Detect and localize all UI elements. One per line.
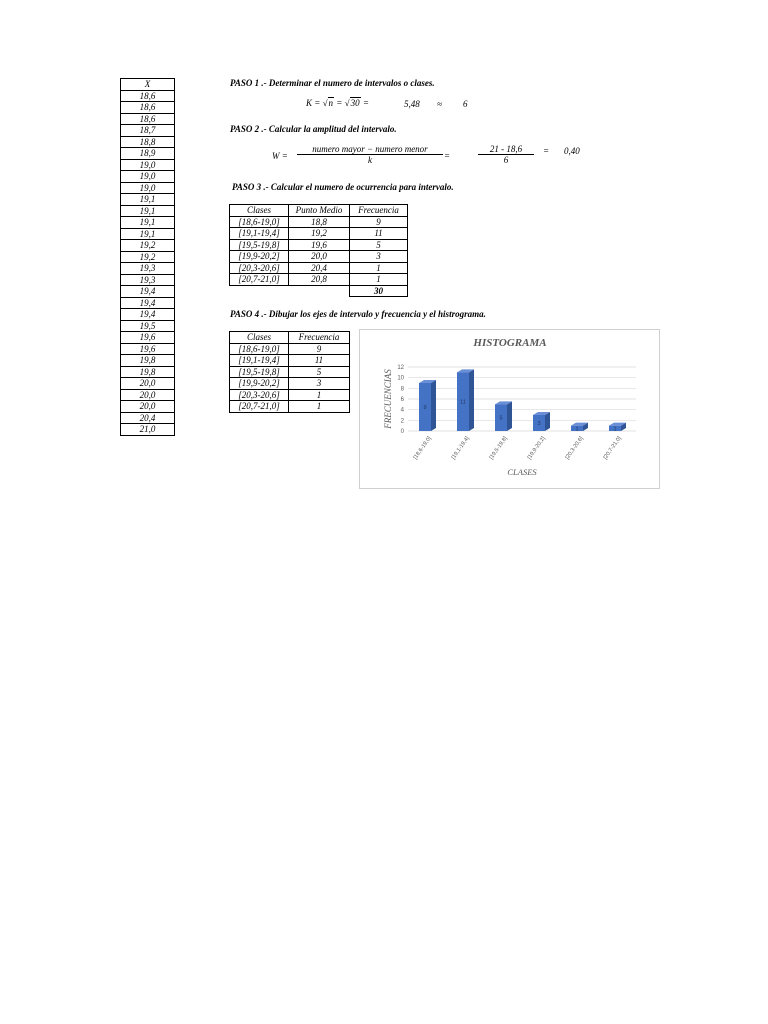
- k-result: 5,48: [404, 99, 420, 109]
- paso3-title: PASO 3 .- Calcular el numero de ocurrencia para intervalo.: [232, 182, 454, 192]
- w-fraction: [297, 144, 443, 165]
- total-cell: 30: [350, 285, 408, 297]
- n-var: n: [328, 98, 334, 108]
- w-label: W =: [272, 151, 288, 161]
- chart-title: HISTOGRAMA: [473, 337, 547, 349]
- w-denominator: k: [368, 155, 372, 165]
- k-label: K =: [306, 98, 321, 108]
- table-cell: 19,2: [289, 228, 350, 240]
- eq-sign: =: [336, 98, 343, 108]
- table-cell: 3: [350, 251, 408, 263]
- x-value-cell: 20,0: [121, 378, 175, 390]
- table-row: [230, 378, 350, 390]
- x-value-cell: 19,1: [121, 217, 175, 229]
- table-row: [230, 274, 408, 286]
- y-tick-label: 0: [400, 429, 404, 435]
- w-result: 0,40: [564, 146, 580, 156]
- class-frequency-table: [229, 331, 350, 413]
- x-value-cell: 19,8: [121, 355, 175, 367]
- table-cell: 1: [350, 262, 408, 274]
- x-value-cell: 19,4: [121, 297, 175, 309]
- paso1-formula: [306, 98, 369, 108]
- bar-data-label: 3: [537, 421, 541, 427]
- frequency-table: [229, 204, 408, 297]
- paso4-title: PASO 4 .- Dibujar los ejes de intervalo y frecuencia y el histrograma.: [230, 309, 486, 319]
- x-value-cell: 19,5: [121, 320, 175, 332]
- eq-sign: =: [362, 98, 369, 108]
- histogram-svg: [360, 330, 659, 488]
- x-value-cell: 19,8: [121, 366, 175, 378]
- x-value-cell: 18,6: [121, 113, 175, 125]
- table-row: [230, 251, 408, 263]
- table-row: [230, 343, 350, 355]
- table-cell: 19,6: [289, 239, 350, 251]
- table-row: [230, 228, 408, 240]
- table-cell: 11: [350, 228, 408, 240]
- x-value-cell: 19,0: [121, 171, 175, 183]
- x-value-cell: 21,0: [121, 424, 175, 436]
- bar-side: [431, 380, 436, 431]
- table-row: [230, 366, 350, 378]
- y-tick-label: 8: [400, 386, 404, 393]
- table-cell: 11: [289, 355, 350, 367]
- table-cell: 9: [289, 343, 350, 355]
- x-axis-label: CLASES: [507, 467, 537, 477]
- bar-data-label: 11: [460, 399, 466, 406]
- paso2-title: PASO 2 .- Calcular la amplitud del intervalo.: [230, 124, 397, 134]
- bar-data-label: 5: [499, 415, 503, 422]
- x-tick-label: [18,6-19,0]: [412, 435, 433, 461]
- table-cell: 3: [289, 378, 350, 390]
- w-values-denominator: 6: [503, 155, 509, 165]
- table-cell: [18,6-19,0]: [230, 343, 289, 355]
- eq-sign: =: [543, 146, 550, 156]
- table-cell: [20,7-21,0]: [230, 401, 289, 413]
- x-column-header: X: [121, 79, 175, 91]
- table-cell: [19,1-19,4]: [230, 355, 289, 367]
- x-value-cell: 19,1: [121, 205, 175, 217]
- table-cell: 5: [289, 366, 350, 378]
- table-cell: [19,9-20,2]: [230, 378, 289, 390]
- w-values-numerator: 21 - 18,6: [478, 144, 534, 155]
- x-value-cell: 19,1: [121, 194, 175, 206]
- approx-sign: ≈: [437, 99, 442, 109]
- table-row: [230, 216, 408, 228]
- empty-cell: [230, 285, 289, 297]
- x-value-cell: 18,6: [121, 90, 175, 102]
- empty-cell: [289, 285, 350, 297]
- table-cell: 20,0: [289, 251, 350, 263]
- x-value-cell: 18,9: [121, 148, 175, 160]
- x-value-cell: 19,6: [121, 332, 175, 344]
- table-cell: 1: [289, 401, 350, 413]
- thirty-value: 30: [350, 98, 360, 108]
- y-tick-label: 6: [400, 397, 404, 403]
- x-value-cell: 18,7: [121, 125, 175, 137]
- table-row: [230, 239, 408, 251]
- y-tick-label: 4: [400, 407, 404, 414]
- x-value-cell: 19,2: [121, 240, 175, 252]
- k-rounded: 6: [463, 99, 468, 109]
- histogram-chart: [359, 329, 660, 489]
- x-value-cell: 19,4: [121, 286, 175, 298]
- x-tick-label: [19,9-20,2]: [526, 435, 547, 461]
- table-cell: 1: [350, 274, 408, 286]
- y-tick-label: 12: [397, 365, 404, 371]
- y-tick-label: 10: [397, 375, 404, 382]
- table-cell: 1: [289, 389, 350, 401]
- table-cell: [19,1-19,4]: [230, 228, 289, 240]
- table-cell: 9: [350, 216, 408, 228]
- x-tick-label: [19,5-19,8]: [488, 435, 509, 461]
- x-value-cell: 20,0: [121, 389, 175, 401]
- table-row: [230, 401, 350, 413]
- table-cell: [20,7-21,0]: [230, 274, 289, 286]
- bar-side: [545, 412, 550, 431]
- x-value-cell: 19,0: [121, 159, 175, 171]
- table-cell: [19,9-20,2]: [230, 251, 289, 263]
- table-cell: [19,5-19,8]: [230, 366, 289, 378]
- x-value-cell: 19,3: [121, 263, 175, 275]
- x-data-table: [120, 78, 175, 436]
- w-values-fraction: [478, 144, 534, 165]
- bar-data-label: 1: [613, 426, 617, 433]
- x-value-cell: 19,1: [121, 228, 175, 240]
- bar-data-label: 1: [575, 426, 579, 433]
- x-value-cell: 18,8: [121, 136, 175, 148]
- table-header-cell: Clases: [230, 205, 289, 217]
- table-cell: [20,3-20,6]: [230, 389, 289, 401]
- table-row: [230, 355, 350, 367]
- x-value-cell: 20,0: [121, 401, 175, 413]
- x-tick-label: [19,1-19,4]: [450, 435, 471, 461]
- x-tick-label: [20,3-20,6]: [564, 435, 585, 461]
- table-row: [230, 262, 408, 274]
- table-header-cell: Punto Medio: [289, 205, 350, 217]
- table-cell: 20,4: [289, 262, 350, 274]
- bar-side: [507, 401, 512, 431]
- table-cell: [18,6-19,0]: [230, 216, 289, 228]
- x-value-cell: 19,4: [121, 309, 175, 321]
- table-header-cell: Frecuencia: [289, 332, 350, 344]
- x-tick-label: [20,7-21,0]: [602, 435, 623, 461]
- table-cell: 5: [350, 239, 408, 251]
- w-numerator: numero mayor − numero menor: [297, 144, 443, 155]
- y-axis-label: FRECUENCIAS: [383, 369, 393, 429]
- table-cell: [20,3-20,6]: [230, 262, 289, 274]
- x-value-cell: 18,6: [121, 102, 175, 114]
- sqrt-n: √n: [322, 98, 334, 108]
- y-tick-label: 2: [400, 418, 404, 425]
- sqrt-30: √30: [344, 98, 360, 108]
- table-cell: [19,5-19,8]: [230, 239, 289, 251]
- x-value-cell: 19,0: [121, 182, 175, 194]
- eq-sign: =: [444, 151, 451, 161]
- x-value-cell: 19,6: [121, 343, 175, 355]
- table-header-cell: Clases: [230, 332, 289, 344]
- x-value-cell: 19,2: [121, 251, 175, 263]
- bar-data-label: 9: [423, 405, 427, 411]
- table-cell: 18,8: [289, 216, 350, 228]
- table-header-cell: Frecuencia: [350, 205, 408, 217]
- bar-side: [469, 369, 474, 431]
- table-row: [230, 389, 350, 401]
- table-cell: 20,8: [289, 274, 350, 286]
- x-value-cell: 20,4: [121, 412, 175, 424]
- paso1-title: PASO 1 .- Determinar el numero de intervalos o clases.: [230, 78, 435, 88]
- x-value-cell: 19,3: [121, 274, 175, 286]
